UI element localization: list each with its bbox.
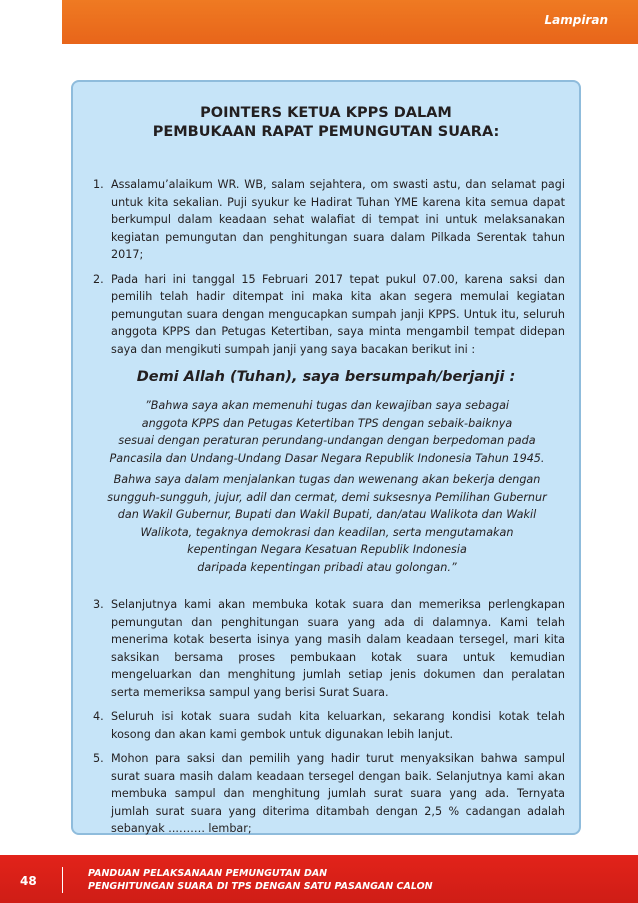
footer-title-line-2: PENGHITUNGAN SUARA DI TPS DENGAN SATU PASANGAN CALON xyxy=(88,880,433,892)
list-item xyxy=(93,176,565,264)
oath-line: daripada kepentingan pribadi atau golongan.” xyxy=(197,560,457,574)
list-item xyxy=(93,596,565,701)
list-item xyxy=(93,708,565,743)
item-text: Mohon para saksi dan pemilih yang hadir turut menyaksikan bahwa sampul surat suara masih dalam keadaan tersegel dengan baik. Selanjutnya kami akan membuka sampul dan menghitung jumlah surat suara yang ada. Ternyata jumlah surat suara yang diterima ditambah dengan 2,5 % cadangan adalah sebanyak ...……. lembar; xyxy=(111,752,565,835)
item-number: 3. xyxy=(93,598,104,611)
oath-paragraph-2 xyxy=(81,471,573,576)
box-title-line-2: PEMBUKAAN RAPAT PEMUNGUTAN SUARA: xyxy=(152,124,500,140)
item-number: 1. xyxy=(93,178,104,191)
item-number: 5. xyxy=(93,752,104,765)
oath-line: Walikota, tegaknya demokrasi dan keadilan, serta mengutamakan xyxy=(140,525,514,539)
box-title xyxy=(73,104,579,142)
oath-line: dan Wakil Gubernur, Bupati dan Wakil Bupati, dan/atau Walikota dan Wakil xyxy=(117,508,537,521)
footer-title xyxy=(88,868,433,893)
item-text: Pada hari ini tanggal 15 Februari 2017 tepat pukul 07.00, karena saksi dan pemilih telah hadir ditempat ini maka kita akan segera memulai kegiatan pemungutan suara dengan mengucapkan sumpah janji KPPS. Untuk itu, seluruh anggota KPPS dan Petugas Ketertiban, saya minta mengambil tempat didepan saya dan mengikuti sumpah janji yang saya bacakan berikut ini : xyxy=(111,272,565,356)
pointers-box xyxy=(71,80,581,835)
pointer-list-top xyxy=(93,176,565,365)
header-bar xyxy=(62,0,638,44)
footer-bar xyxy=(0,855,638,903)
footer-title-line-1: PANDUAN PELAKSANAAN PEMUNGUTAN DAN xyxy=(88,868,328,879)
list-item xyxy=(93,271,565,359)
oath-title: Demi Allah (Tuhan), saya bersumpah/berjanji : xyxy=(136,369,516,385)
item-number: 2. xyxy=(93,272,104,286)
oath-line: anggota KPPS dan Petugas Ketertiban TPS dengan sebaik-baiknya xyxy=(141,416,513,430)
box-title-line-1: POINTERS KETUA KPPS DALAM xyxy=(200,105,452,121)
oath-line: Bahwa saya dalam menjalankan tugas dan wewenang akan bekerja dengan xyxy=(113,473,541,486)
item-number: 4. xyxy=(93,710,104,723)
section-label: Lampiran xyxy=(544,13,608,27)
oath-line: sesuai dengan peraturan perundang-undangan dengan berpedoman pada xyxy=(118,434,536,447)
pointer-list-bottom xyxy=(93,596,565,845)
oath-line: sungguh-sungguh, jujur, adil dan cermat, demi suksesnya Pemilihan Gubernur xyxy=(107,490,547,504)
oath-line: kepentingan Negara Kesatuan Republik Indonesia xyxy=(187,543,467,556)
page-number: 48 xyxy=(20,874,37,888)
oath-paragraph-1 xyxy=(81,397,573,467)
footer-divider xyxy=(62,867,63,893)
list-item xyxy=(93,750,565,838)
oath-line: Pancasila dan Undang-Undang Dasar Negara Republik Indonesia Tahun 1945. xyxy=(109,451,545,465)
item-text: Seluruh isi kotak suara sudah kita keluarkan, sekarang kondisi kotak telah kosong dan akan kami gembok untuk digunakan lebih lanjut. xyxy=(111,710,565,741)
item-text: Selanjutnya kami akan membuka kotak suara dan memeriksa perlengkapan pemungutan dan penghitungan suara yang ada di dalamnya. Kami telah menerima kotak beserta isinya yang masih dalam keadaan tersegel, mari kita saksikan bersama proses pembukaan kotak suara untuk kemudian mengeluarkan dan menghitung jumlah setiap jenis dokumen dan peralatan serta memeriksa sampul yang berisi Surat Suara. xyxy=(111,598,565,699)
oath-line: ”Bahwa saya akan memenuhi tugas dan kewajiban saya sebagai xyxy=(144,399,510,412)
item-text: Assalamu’alaikum WR. WB, salam sejahtera, om swasti astu, dan selamat pagi untuk kita sekalian. Puji syukur ke Hadirat Tuhan YME karena kita semua dapat berkumpul dalam keadaan sehat walafiat di tempat ini untuk melaksanakan kegiatan pemungutan dan penghitungan suara dalam Pilkada Serentak tahun 2017; xyxy=(111,178,565,261)
